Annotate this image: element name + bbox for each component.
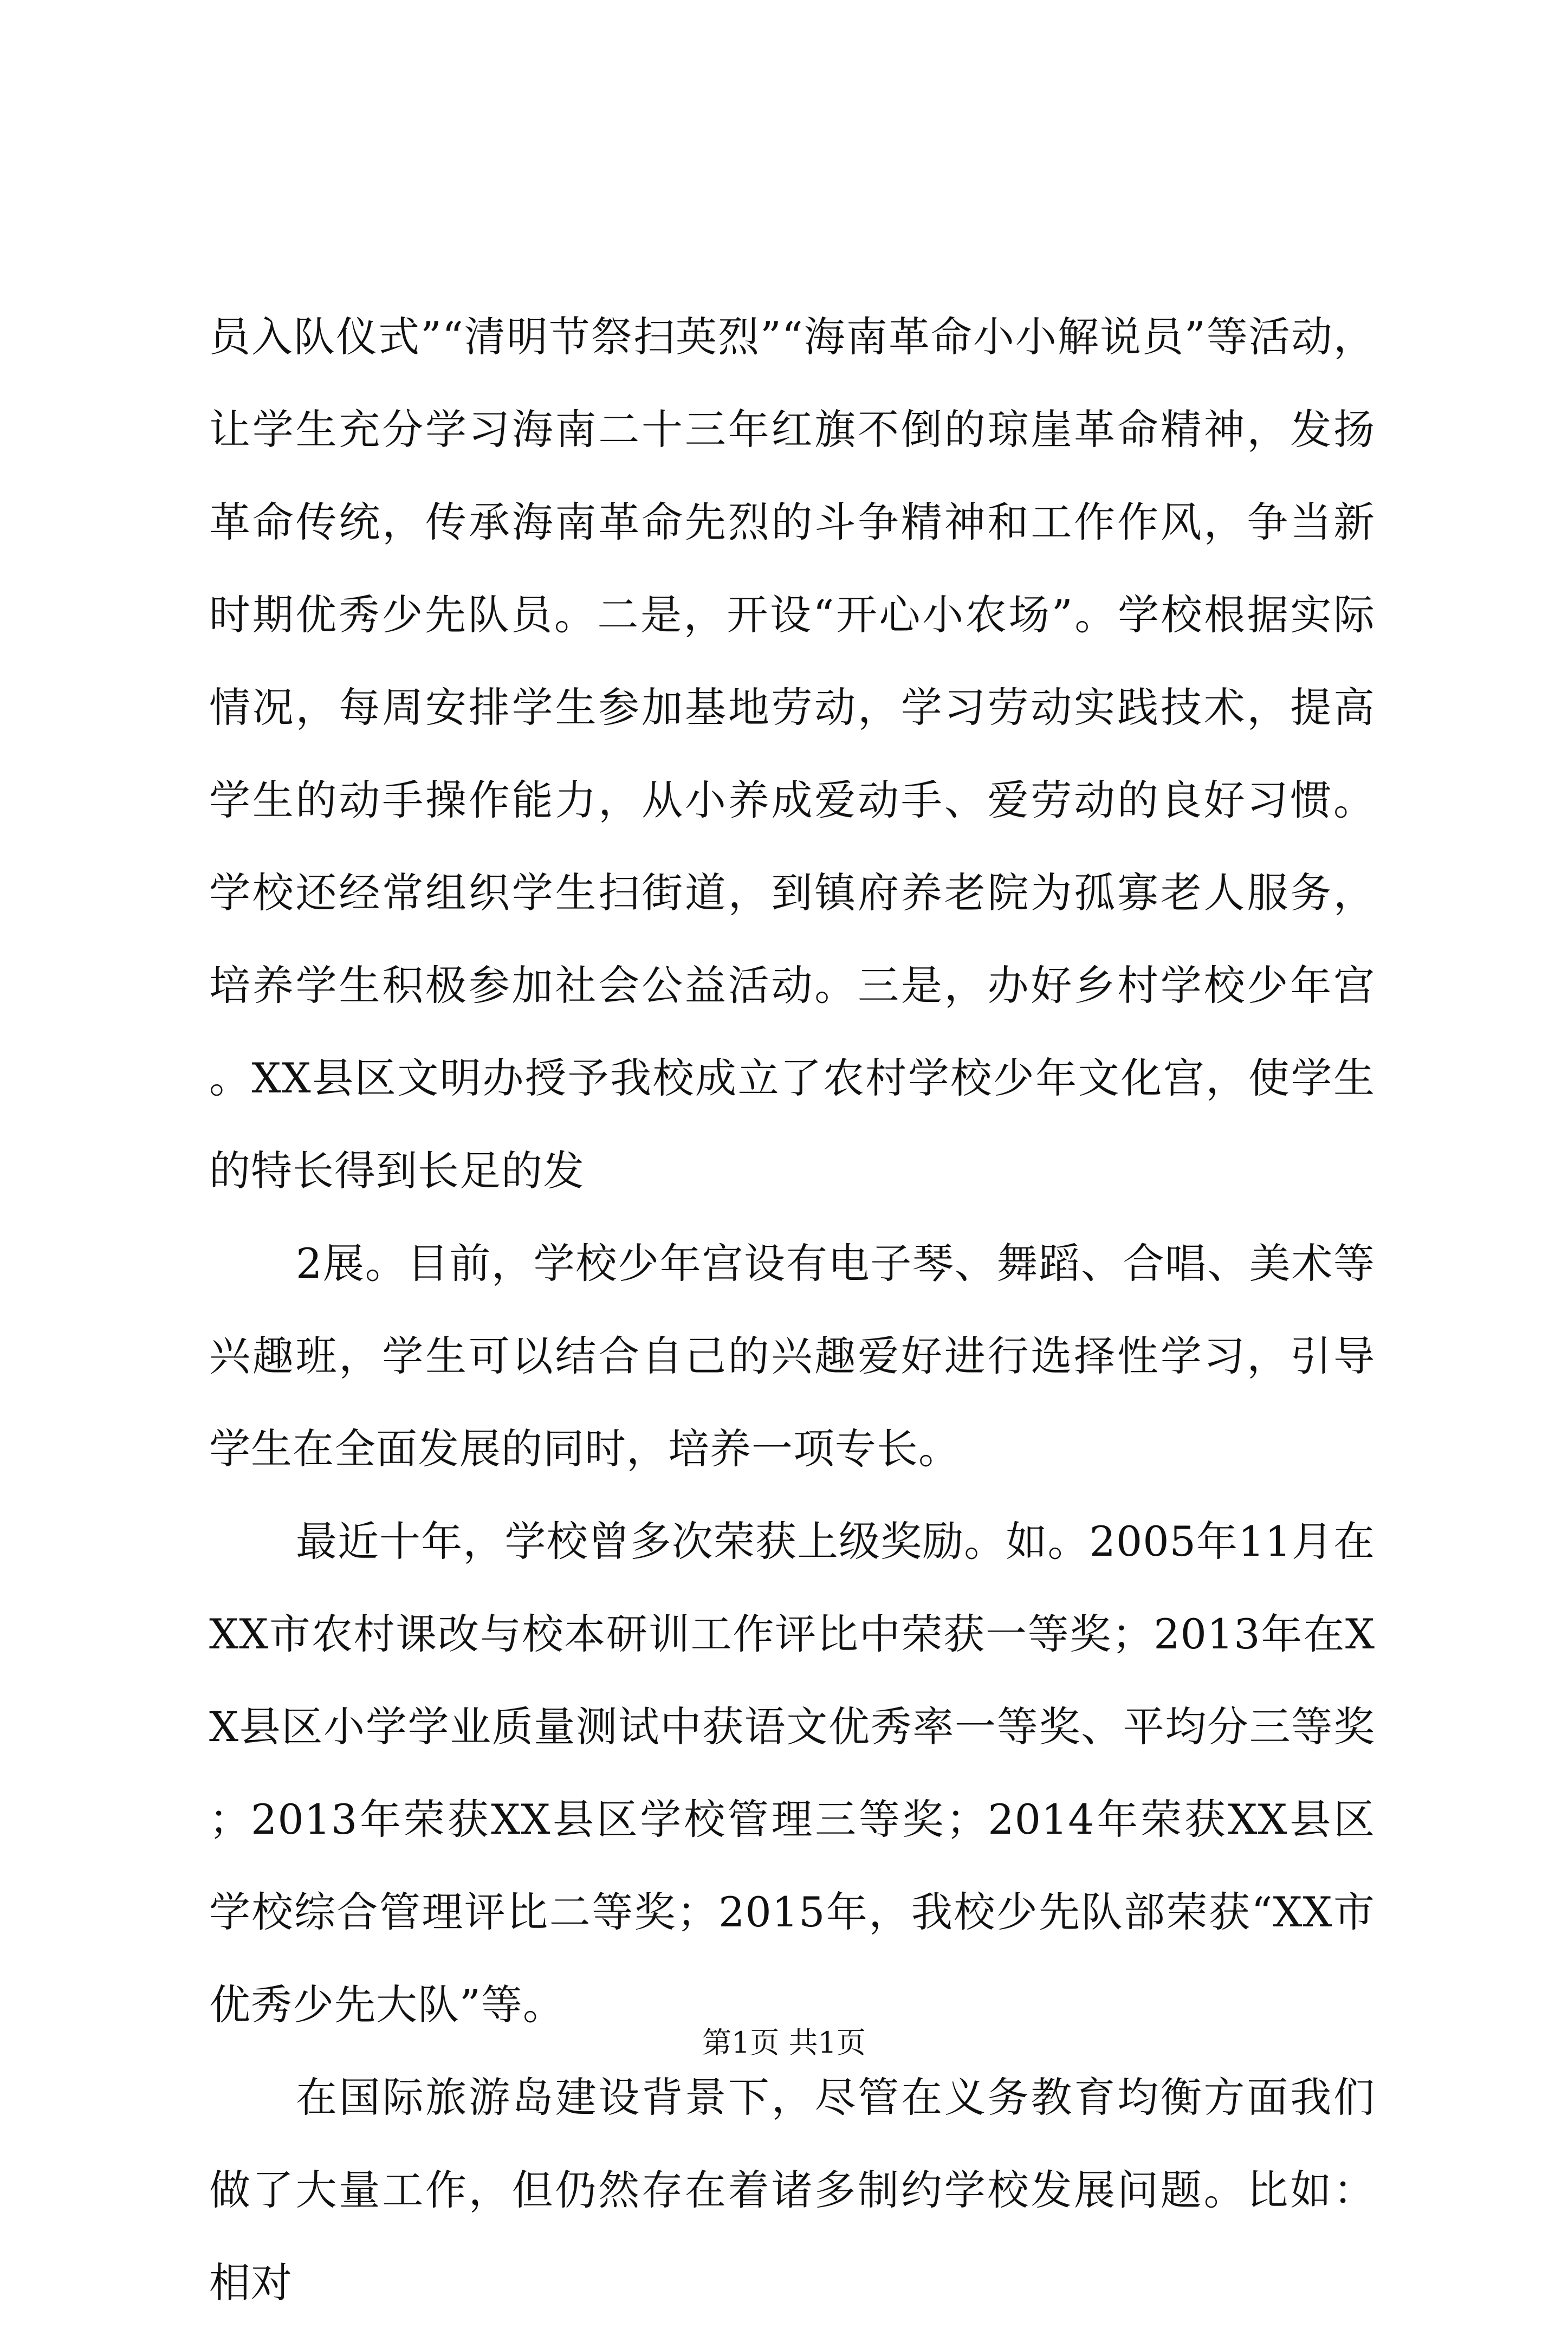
paragraph-challenges: 在国际旅游岛建设背景下，尽管在义务教育均衡方面我们做了大量工作，但仍然存在着诸多制约学校发展问题。比如：相对 bbox=[209, 2073, 1375, 2307]
page-footer: 第1页 共1页 bbox=[702, 2026, 866, 2060]
paragraph-continuation: 员入队仪式”“清明节祭扫英烈”“海南革命小小解说员”等活动，让学生充分学习海南二十三年红旗不倒的琼崖革命精神，发扬革命传统，传承海南革命先烈的斗争精神和工作作风，争当新时期优秀少先队员。二是，开设“开心小农场”。学校根据实际情况，每周安排学生参加基地劳动，学习劳动实践技术，提高学生的动手操作能力，从小养成爱动手、爱劳动的良好习惯。学校还经常组织学生扫街道，到镇府养老院为孤寡老人服务，培养学生积极参加社会公益活动。三是，办好乡村学校少年宫。XX县区文明办授予我校成立了农村学校少年文化宫，使学生的特长得到长足的发 bbox=[209, 313, 1375, 1195]
paragraph-activities: 2展。目前，学校少年宫设有电子琴、舞蹈、合唱、美术等兴趣班，学生可以结合自己的兴趣爱好进行选择性学习，引导学生在全面发展的同时，培养一项专长。 bbox=[209, 1239, 1375, 1473]
document-body bbox=[209, 290, 1375, 2329]
paragraph-awards: 最近十年，学校曾多次荣获上级奖励。如。2005年11月在XX市农村课改与校本研训工作评比中荣获一等奖；2013年在XX县区小学学业质量测试中获语文优秀率一等奖、平均分三等奖；2013年荣获XX县区学校管理三等奖；2014年荣获XX县区学校综合管理评比二等奖；2015年，我校少先队部荣获“XX市优秀少先大队”等。 bbox=[209, 1517, 1375, 2029]
